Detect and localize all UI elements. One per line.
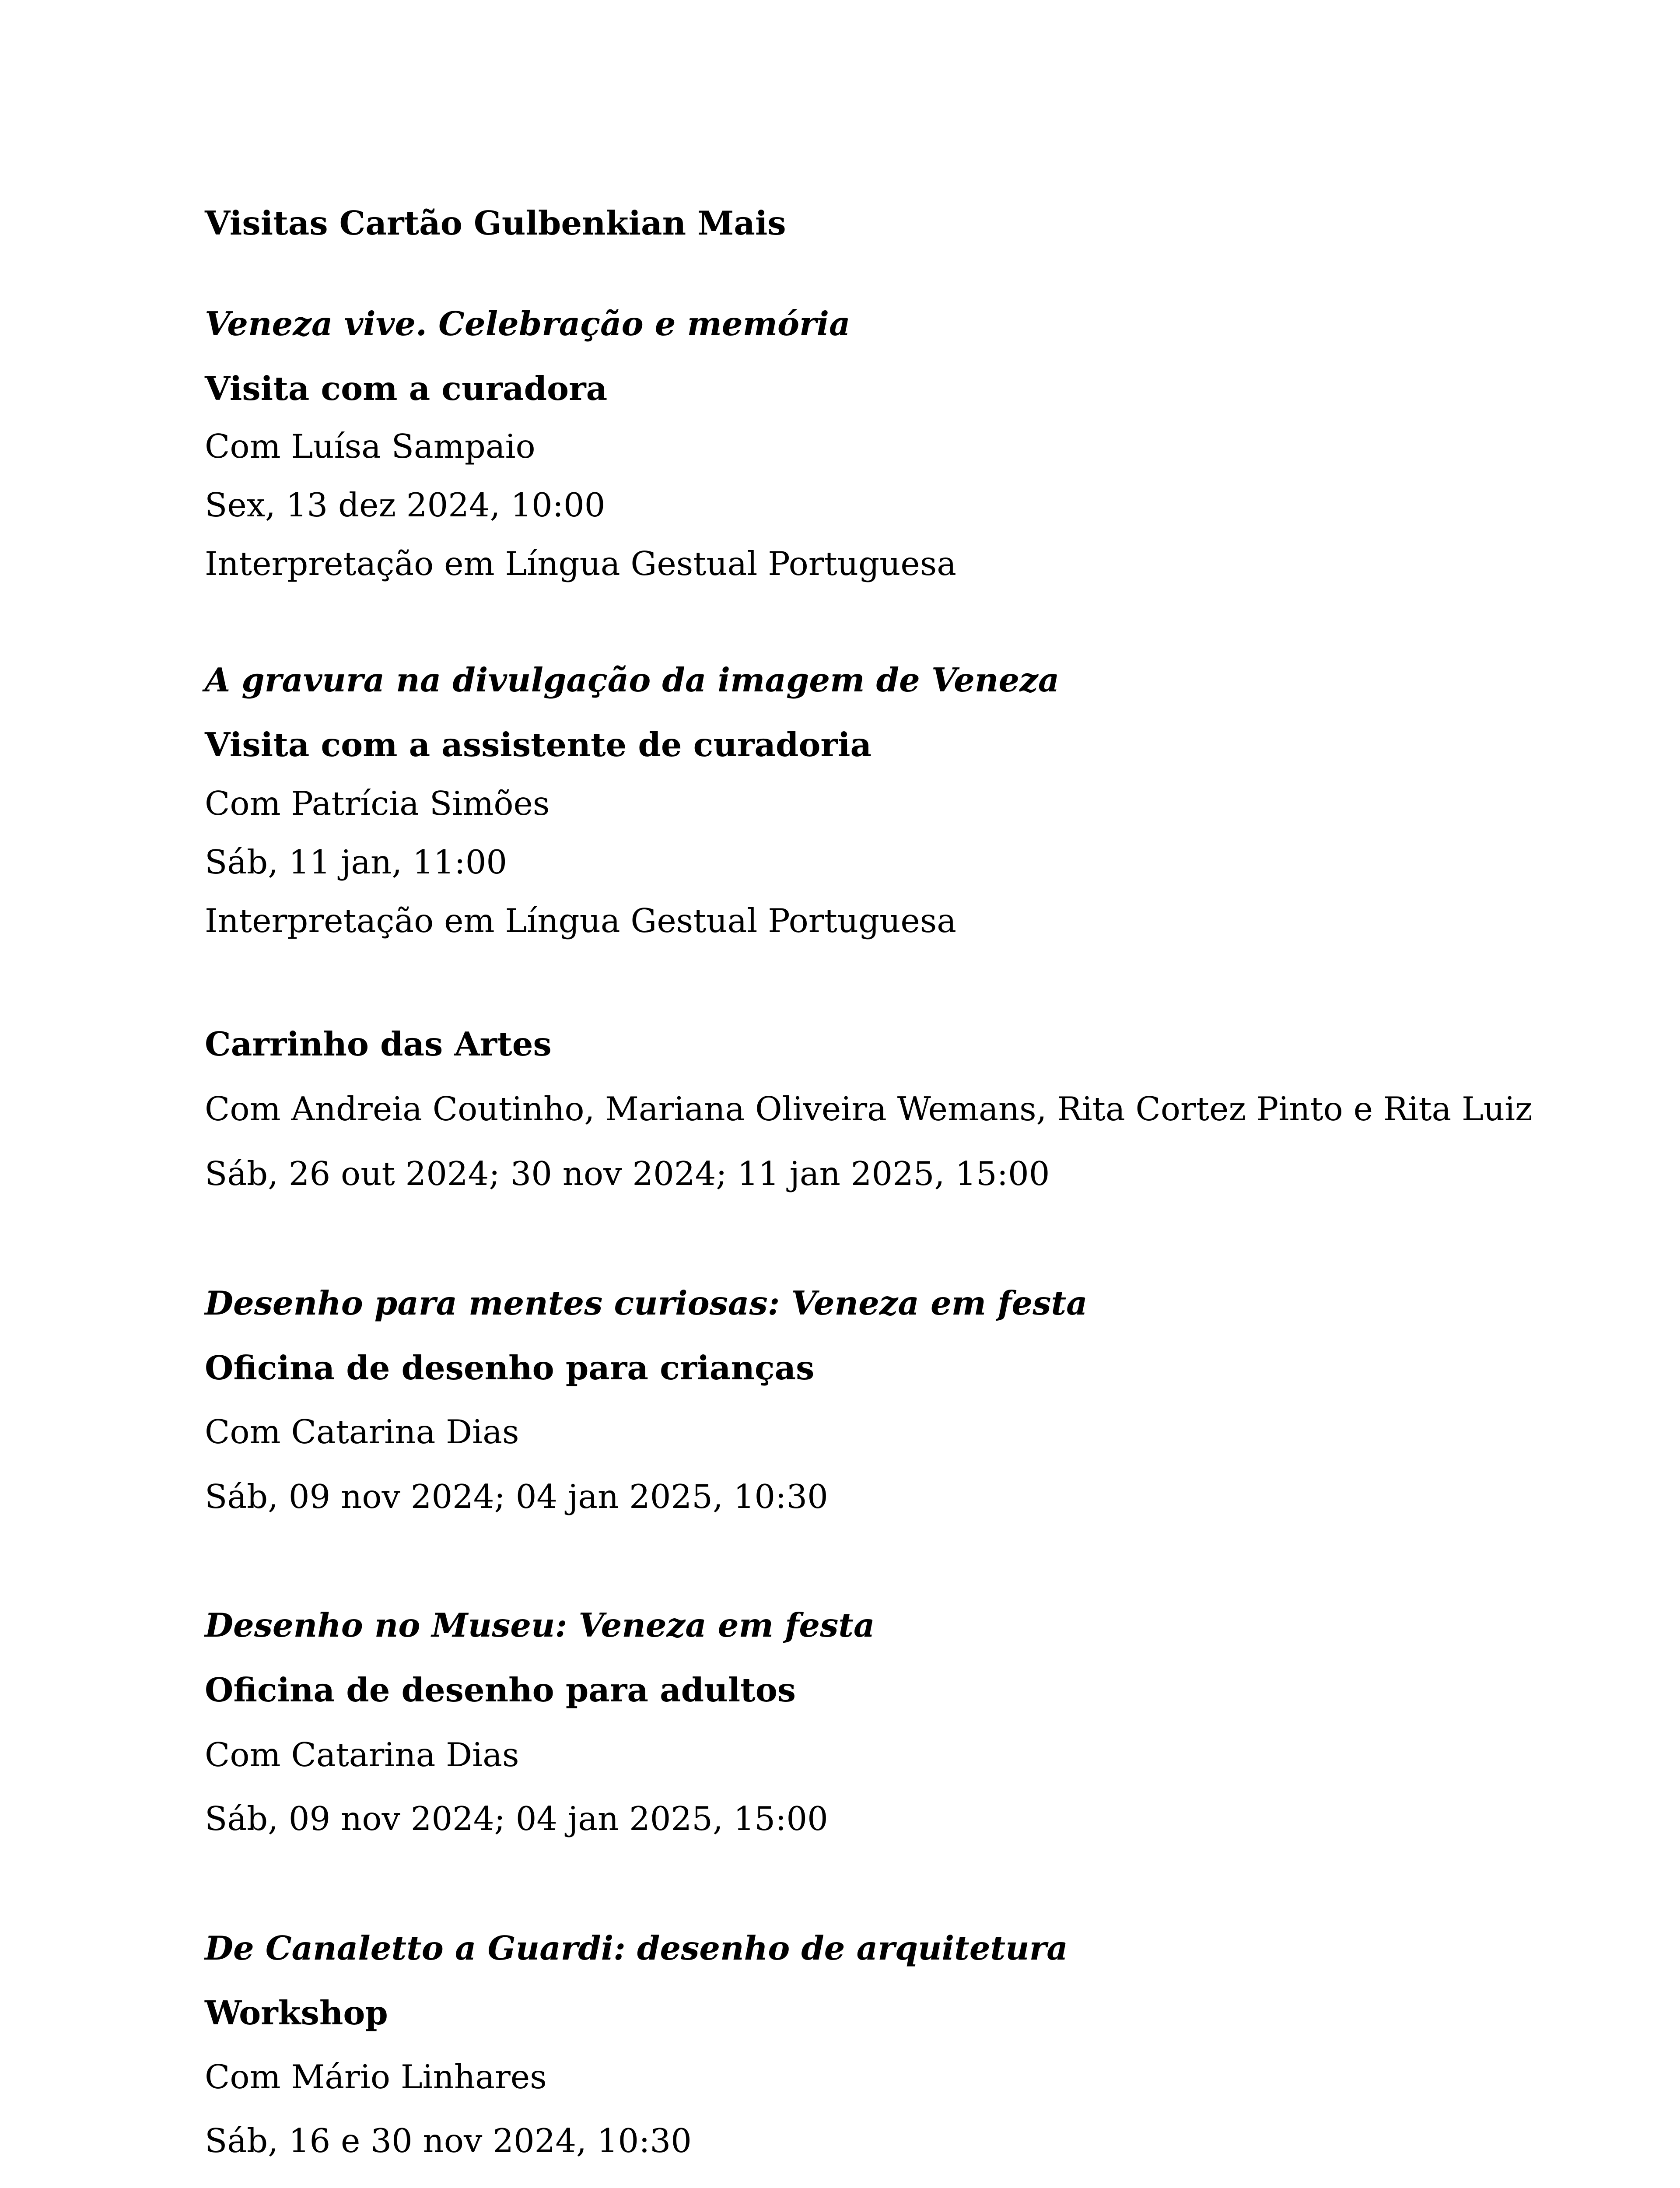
- section-subtitle: Oficina de desenho para crianças: [205, 1349, 815, 1387]
- section-detail: Sáb, 26 out 2024; 30 nov 2024; 11 jan 2025, 15:00: [205, 1154, 1050, 1193]
- section-detail: Sáb, 09 nov 2024; 04 jan 2025, 10:30: [205, 1477, 828, 1516]
- section-title: Desenho para mentes curiosas: Veneza em festa: [205, 1284, 1088, 1322]
- section-subtitle: Visita com a assistente de curadoria: [205, 726, 872, 764]
- section-detail: Com Mário Linhares: [205, 2058, 547, 2096]
- section-title: De Canaletto a Guardi: desenho de arquitetura: [205, 1929, 1068, 1967]
- section-detail: Com Luísa Sampaio: [205, 427, 536, 466]
- section-title: Veneza vive. Celebração e memória: [205, 305, 850, 343]
- section-subtitle: Visita com a curadora: [205, 369, 608, 408]
- section-detail: Com Catarina Dias: [205, 1413, 519, 1451]
- section-detail: Com Andreia Coutinho, Mariana Oliveira Wemans, Rita Cortez Pinto e Rita Luiz: [205, 1090, 1533, 1128]
- section-detail: Interpretação em Língua Gestual Portuguesa: [205, 544, 956, 583]
- section-subtitle: Workshop: [205, 1994, 388, 2032]
- section-detail: Sáb, 09 nov 2024; 04 jan 2025, 15:00: [205, 1799, 828, 1838]
- section-title: A gravura na divulgação da imagem de Veneza: [205, 661, 1060, 699]
- page-heading: Visitas Cartão Gulbenkian Mais: [205, 204, 786, 242]
- section-detail: Sex, 13 dez 2024, 10:00: [205, 486, 606, 524]
- section-detail: Com Catarina Dias: [205, 1736, 519, 1774]
- section-detail: Interpretação em Língua Gestual Portuguesa: [205, 901, 956, 940]
- section-detail: Sáb, 11 jan, 11:00: [205, 843, 508, 881]
- section-subtitle: Oficina de desenho para adultos: [205, 1671, 796, 1709]
- section-title: Desenho no Museu: Veneza em festa: [205, 1606, 875, 1645]
- section-detail: Sáb, 16 e 30 nov 2024, 10:30: [205, 2121, 692, 2160]
- section-title: Carrinho das Artes: [205, 1025, 552, 1063]
- section-detail: Com Patrícia Simões: [205, 784, 550, 823]
